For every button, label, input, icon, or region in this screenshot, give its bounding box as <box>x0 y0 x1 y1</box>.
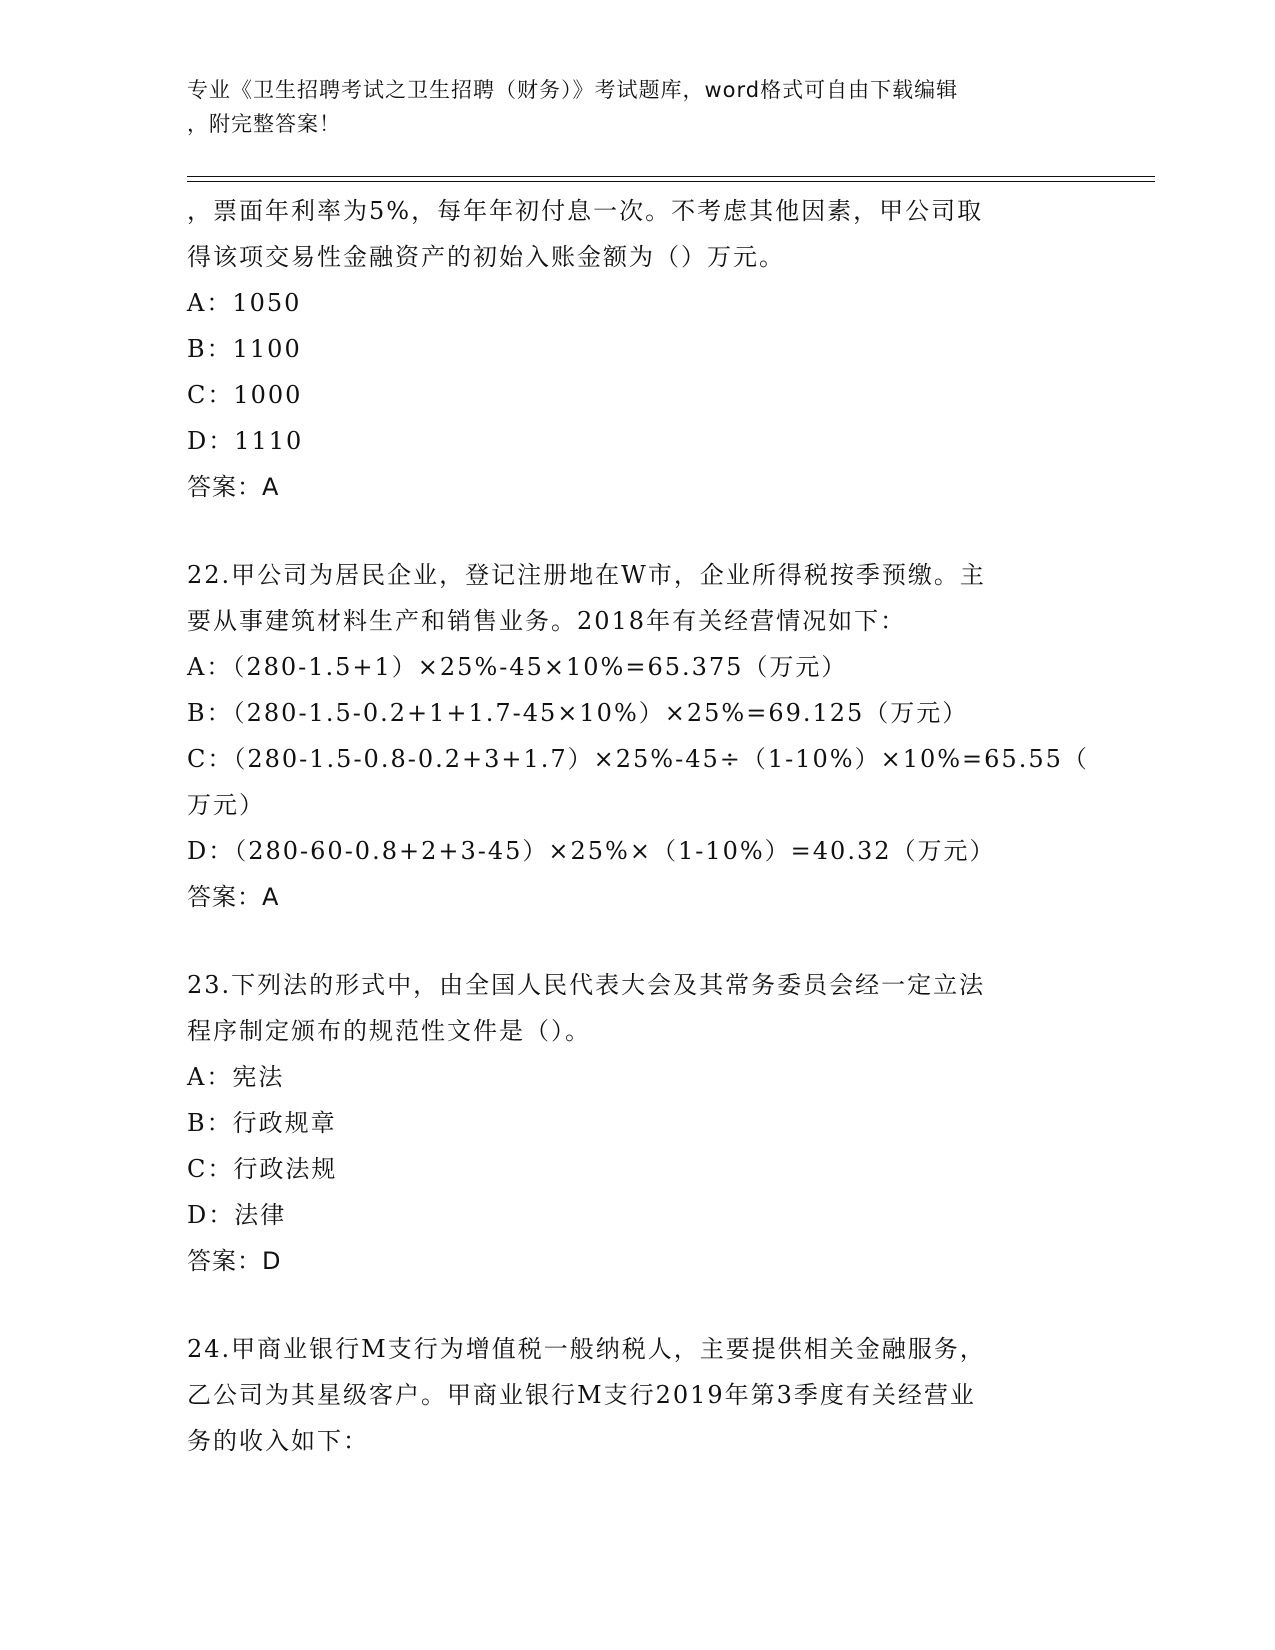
question-23 <box>187 962 1067 1284</box>
option-a: A：1050 <box>187 289 302 317</box>
question-content <box>187 188 1089 1464</box>
option-c: C：行政法规 <box>187 1155 338 1183</box>
header-line-1: 专业《卫生招聘考试之卫生招聘（财务）》考试题库，word格式可自由下载编辑 <box>187 78 959 102</box>
option-c-continued: 万元） <box>187 791 265 819</box>
option-b: B：（280-1.5-0.2+1+1.7-45×10%）×25%=69.125（万元） <box>187 699 969 727</box>
question-22 <box>187 552 1089 920</box>
question-stem-line: 22.甲公司为居民企业，登记注册地在W市，企业所得税按季预缴。主 <box>187 561 986 589</box>
spacer <box>187 920 1067 962</box>
question-stem-line: 要从事建筑材料生产和销售业务。2018年有关经营情况如下： <box>187 607 907 635</box>
answer-line: 答案：A <box>187 473 280 501</box>
question-24 <box>187 1326 1067 1464</box>
header-rule-top <box>187 176 1155 177</box>
answer-line: 答案：D <box>187 1247 282 1275</box>
question-stem-line: 务的收入如下： <box>187 1427 369 1455</box>
option-c: C：1000 <box>187 381 303 409</box>
header-line-2: ，附完整答案！ <box>187 112 341 136</box>
document-header <box>187 73 1067 141</box>
question-stem-line: 得该项交易性金融资产的初始入账金额为（）万元。 <box>187 243 785 271</box>
option-a: A：（280-1.5+1）×25%-45×10%=65.375（万元） <box>187 653 848 681</box>
question-21 <box>187 188 1067 510</box>
question-stem-line: 程序制定颁布的规范性文件是（）。 <box>187 1017 591 1045</box>
question-stem-line: ，票面年利率为5%，每年年初付息一次。不考虑其他因素，甲公司取 <box>187 197 984 225</box>
option-d: D：（280-60-0.8+2+3-45）×25%×（1-10%）=40.32（万元） <box>187 837 996 865</box>
answer-line: 答案：A <box>187 883 280 911</box>
question-stem-line: 乙公司为其星级客户。甲商业银行M支行2019年第3季度有关经营业 <box>187 1381 976 1409</box>
question-stem-line: 23.下列法的形式中，由全国人民代表大会及其常务委员会经一定立法 <box>187 971 986 999</box>
question-stem-line: 24.甲商业银行M支行为增值税一般纳税人，主要提供相关金融服务， <box>187 1335 986 1363</box>
option-b: B：1100 <box>187 335 302 363</box>
spacer <box>187 1284 1067 1326</box>
option-a: A：宪法 <box>187 1063 285 1091</box>
header-rule-bottom <box>187 181 1155 182</box>
option-d: D：1110 <box>187 427 304 455</box>
option-c: C：（280-1.5-0.8-0.2+3+1.7）×25%-45÷（1-10%）×10%=65.55（ <box>187 745 1089 773</box>
spacer <box>187 510 1067 552</box>
option-b: B：行政规章 <box>187 1109 337 1137</box>
option-d: D：法律 <box>187 1201 287 1229</box>
